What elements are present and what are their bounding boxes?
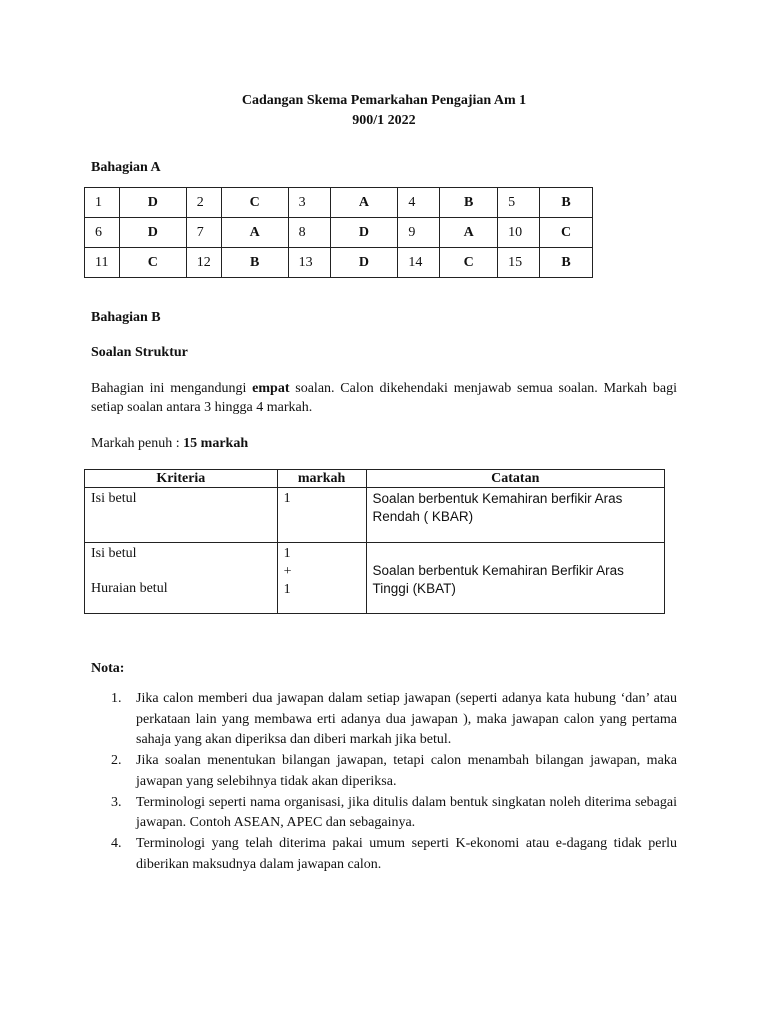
notes-list <box>91 689 677 875</box>
answer-row <box>85 188 593 218</box>
question-number: 15 <box>498 248 540 278</box>
answer-letter: B <box>540 188 593 218</box>
note-text: Terminologi seperti nama organisasi, jika ditulis dalam bentuk singkatan noleh diterima sebagai jawapan. Contoh ASEAN, APEC dan sebagainya. <box>136 794 677 831</box>
header-catatan: Catatan <box>366 470 664 488</box>
answer-letter: D <box>119 218 186 248</box>
document-title: Cadangan Skema Pemarkahan Pengajian Am 1 <box>241 93 527 108</box>
answer-letter: B <box>221 248 288 278</box>
criteria-row <box>85 543 665 614</box>
answer-row <box>85 248 593 278</box>
notes-heading: Nota: <box>91 661 125 676</box>
full-marks-value: 15 markah <box>183 436 249 451</box>
criteria-cell: Isi betul <box>85 488 278 543</box>
document-subtitle: 900/1 2022 <box>352 113 416 128</box>
note-item <box>91 834 677 875</box>
question-number: 4 <box>398 188 440 218</box>
note-number: 3. <box>111 794 122 810</box>
section-b-intro <box>91 379 677 417</box>
question-number: 3 <box>288 188 330 218</box>
question-number: 2 <box>186 188 221 218</box>
marks-value: 1 <box>283 546 291 561</box>
marks-value: 1 <box>283 582 291 597</box>
note-number: 2. <box>111 753 122 769</box>
note-text: Jika soalan menentukan bilangan jawapan, tetapi calon menambah bilangan jawapan, maka jawapan yang selebihnya tidak akan diperiksa. <box>136 753 677 789</box>
answer-letter: B <box>540 248 593 278</box>
criteria-explanation: Huraian betul <box>91 581 168 596</box>
note-cell: Soalan berbentuk Kemahiran berfikir Aras Rendah ( KBAR) <box>366 488 664 543</box>
note-number: 1. <box>111 691 122 706</box>
question-number: 12 <box>186 248 221 278</box>
question-number: 1 <box>85 188 120 218</box>
answer-letter: A <box>440 218 498 248</box>
marks-plus: + <box>283 564 292 579</box>
section-a-heading: Bahagian A <box>91 160 161 175</box>
question-number: 6 <box>85 218 120 248</box>
note-item <box>91 689 677 751</box>
answer-letter: A <box>330 188 398 218</box>
intro-text-end: soalan. Calon dikehendaki menjawab semua soalan. Markah bagi setiap soalan antara 3 hingga 4 markah. <box>91 381 677 415</box>
marks-cell <box>277 543 366 614</box>
answer-letter: C <box>440 248 498 278</box>
question-number: 10 <box>498 218 540 248</box>
criteria-cell <box>85 543 278 614</box>
answer-letter: D <box>330 218 398 248</box>
note-item <box>91 751 677 792</box>
header-kriteria: Kriteria <box>85 470 278 488</box>
note-text: Terminologi yang telah diterima pakai umum seperti K-ekonomi atau e-dagang tidak perlu diberikan maksudnya dalam jawapan calon. <box>136 835 677 872</box>
question-number: 11 <box>85 248 120 278</box>
question-number: 8 <box>288 218 330 248</box>
intro-text-start: Bahagian ini mengandungi <box>91 381 253 396</box>
header-markah: markah <box>277 470 366 488</box>
note-cell <box>366 543 664 614</box>
criteria-content: Isi betul <box>91 546 137 561</box>
question-number: 5 <box>498 188 540 218</box>
note-text: Soalan berbentuk Kemahiran Berfikir Aras Tinggi (KBAT) <box>372 563 624 596</box>
question-number: 14 <box>398 248 440 278</box>
answer-letter: B <box>440 188 498 218</box>
question-number: 13 <box>288 248 330 278</box>
answer-letter: A <box>221 218 288 248</box>
marking-criteria-table <box>84 469 665 614</box>
full-marks-label: Markah penuh : <box>91 436 184 451</box>
answer-letter: D <box>119 188 186 218</box>
answer-letter: C <box>221 188 288 218</box>
criteria-row <box>85 488 665 543</box>
answer-letter: D <box>330 248 398 278</box>
full-marks-line <box>91 434 677 453</box>
answer-row <box>85 218 593 248</box>
section-a-answer-table <box>84 187 593 278</box>
note-number: 4. <box>111 835 122 851</box>
answer-letter: C <box>119 248 186 278</box>
note-item <box>91 793 677 834</box>
intro-text-bold: empat <box>252 381 290 396</box>
question-number: 9 <box>398 218 440 248</box>
section-b-subheading: Soalan Struktur <box>91 345 188 360</box>
criteria-header-row <box>85 470 665 488</box>
marks-cell: 1 <box>277 488 366 543</box>
answer-letter: C <box>540 218 593 248</box>
section-b-heading: Bahagian B <box>91 310 161 325</box>
note-text: Jika calon memberi dua jawapan dalam setiap jawapan (seperti adanya kata hubung ‘dan’ atau perkataan lain yang membawa erti adanya dua jawapan ), maka jawapan calon yang pertama sahaja yang akan diperiksa dan diberi markah jika betul. <box>136 691 677 748</box>
question-number: 7 <box>186 218 221 248</box>
